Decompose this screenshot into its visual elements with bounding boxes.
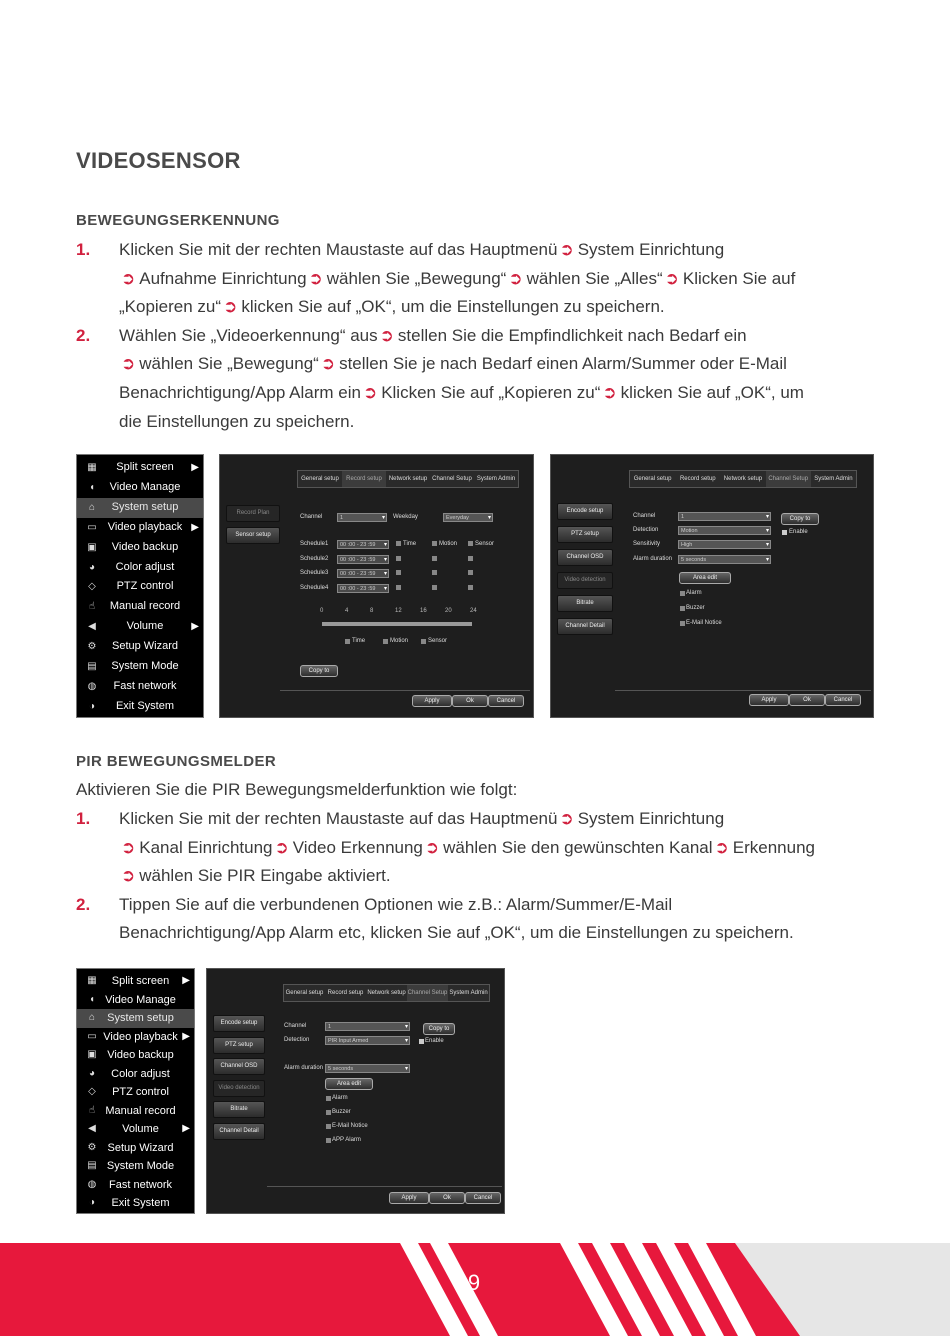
check-label: Motion	[439, 541, 458, 547]
hour-tick: 8	[370, 608, 374, 614]
schedule-checkbox	[432, 556, 437, 561]
step-text: wählen Sie „Alles“	[526, 268, 663, 288]
gears-icon: ⚙	[87, 641, 97, 653]
step-text: wählen Sie „Bewegung“	[326, 268, 507, 288]
schedule-checkbox	[468, 570, 473, 575]
menu-item-label: System Mode	[111, 660, 179, 672]
step-text: Benachrichtigung/App Alarm etc, klicken Sie auf „OK“, um die Einstellungen zu speichern.	[119, 923, 794, 943]
document-icon: ▤	[87, 1160, 97, 1171]
channel-value-select: 1 ▾	[678, 512, 771, 521]
channel-setup-panel	[550, 454, 874, 718]
menu-item-label: Video backup	[111, 540, 179, 553]
menu-item	[77, 1028, 194, 1047]
save-icon: ▣	[87, 541, 97, 553]
step-text: Video Erkennung	[292, 837, 423, 857]
side-menu-item: Channel Detail	[557, 618, 613, 635]
legend-label: Time	[352, 638, 366, 644]
step-line	[119, 240, 724, 260]
tab-bar	[629, 470, 857, 488]
menu-item-label: Fast network	[109, 1178, 172, 1191]
step-text: Wählen Sie „Videoerkennung“ aus	[119, 325, 378, 345]
side-menu-item: PTZ setup	[557, 526, 613, 543]
schedule-checkbox	[468, 585, 473, 590]
step-text: klicken Sie auf „OK“, um	[620, 383, 804, 402]
schedule-label: Schedule1	[300, 541, 329, 547]
arrow-icon: ➲	[121, 866, 136, 886]
menu-item	[77, 1139, 194, 1158]
record-setup-panel	[219, 454, 534, 718]
menu-item	[77, 458, 203, 478]
pir-channel-panel	[206, 968, 505, 1214]
menu-item-label: Setup Wizard	[107, 1141, 174, 1154]
menu-item	[77, 498, 203, 518]
step-text: wählen Sie den gewünschten Kanal	[443, 837, 713, 857]
schedule-checkbox	[432, 570, 437, 575]
timeline-bar	[322, 622, 472, 626]
option-checkbox	[326, 1110, 331, 1115]
menu-item	[77, 1009, 194, 1028]
menu-item	[77, 597, 203, 617]
step-text: System Einrichtung	[577, 809, 725, 828]
schedule-label: Schedule2	[300, 555, 329, 562]
detection-label: Detection	[284, 1037, 310, 1043]
palette-icon: ◕	[88, 1067, 96, 1079]
section-title: VIDEOSENSOR	[76, 148, 241, 173]
step-number: 1.	[76, 809, 91, 828]
hand-icon: ☝	[88, 601, 96, 613]
enable-checkbox	[782, 530, 787, 535]
menu-item	[77, 1194, 194, 1213]
arrow-icon: ➲	[308, 268, 323, 288]
option-checkbox	[680, 621, 685, 626]
step-text: stellen Sie die Empfindlichkeit nach Bedarf ein	[397, 325, 747, 345]
detection-value-select: Motion ▾	[678, 526, 771, 535]
step-line	[119, 923, 794, 943]
document-icon: ▤	[87, 661, 97, 672]
tab: Network setup	[723, 476, 763, 482]
menu-item-label: Video playback	[103, 1030, 178, 1043]
step-line	[119, 809, 724, 829]
menu-item-label: System setup	[107, 1012, 174, 1024]
apply-button: Apply	[412, 695, 452, 707]
speaker-icon: ◀	[88, 621, 96, 633]
step-text: Benachrichtigung/App Alarm ein	[119, 383, 361, 402]
enable-label: Enable	[789, 529, 808, 535]
menu-item-label: Volume	[122, 1123, 159, 1135]
step-text: System Einrichtung	[577, 240, 725, 259]
duration-value-select: 5 seconds ▾	[678, 555, 771, 564]
apply-button: Apply	[749, 694, 789, 706]
dvr-main-menu-2	[76, 968, 195, 1214]
menu-item	[77, 1083, 194, 1102]
side-menu-item: Video detection	[557, 572, 613, 589]
schedule-checkbox	[396, 541, 401, 546]
schedule-checkbox	[396, 556, 401, 561]
arrow-icon: ➲	[379, 325, 394, 345]
schedule-time: 00 :00 - 23 :59 ▾	[337, 555, 389, 564]
option-label: Alarm	[332, 1095, 348, 1101]
channel-select: 1 ▾	[337, 513, 387, 522]
menu-item-label: Manual record	[105, 1104, 176, 1117]
menu-item	[77, 637, 203, 657]
submenu-arrow-icon: ▶	[182, 1030, 190, 1042]
menu-item-label: Fast network	[113, 679, 177, 692]
step-text: Klicken Sie auf „Kopieren zu“	[381, 383, 601, 402]
side-sensor-setup: Sensor setup	[226, 527, 280, 544]
camera-icon: ◖	[88, 481, 96, 493]
menu-item-label: Split screen	[116, 461, 174, 473]
option-label: Alarm	[686, 590, 702, 596]
step-line	[119, 354, 787, 374]
arrow-icon: ➲	[274, 837, 289, 857]
menu-item	[77, 1157, 194, 1176]
arrow-icon: ➲	[559, 240, 574, 259]
arrow-icon: ➲	[223, 297, 238, 317]
divider	[280, 690, 530, 691]
arrow-icon: ➲	[508, 268, 523, 288]
ok-button: Ok	[452, 695, 488, 707]
tab: General setup	[285, 990, 324, 996]
tab: Network setup	[388, 476, 428, 482]
detection-label: Detection	[633, 527, 659, 533]
menu-item	[77, 558, 203, 578]
step-text: Klicken Sie auf	[682, 268, 796, 288]
side-record-plan: Record Plan	[226, 505, 280, 522]
grid-icon: ▦	[87, 975, 97, 986]
step-text: „Kopieren zu“	[119, 297, 222, 317]
tab: System Admin	[476, 476, 516, 482]
schedule-checkbox	[432, 541, 437, 546]
apply-button: Apply	[389, 1192, 429, 1204]
side-menu-item: Encode setup	[557, 503, 613, 520]
globe-icon: ◍	[87, 1178, 97, 1190]
menu-item	[77, 478, 203, 498]
menu-item-label: Volume	[126, 620, 164, 633]
tab: Channel Setup	[766, 471, 811, 487]
cancel-button: Cancel	[488, 695, 524, 707]
step-line	[119, 326, 747, 346]
step-text: Erkennung	[732, 837, 815, 857]
submenu-arrow-icon: ▶	[182, 1123, 190, 1134]
enable-checkbox	[419, 1039, 424, 1044]
legend-box	[383, 639, 388, 644]
gears-icon: ⚙	[87, 1141, 97, 1153]
sensitivity-value-select: High ▾	[678, 540, 771, 549]
arrow-icon: ➲	[602, 383, 617, 402]
side-menu-item: Video detection	[213, 1080, 265, 1097]
arrow-icon: ➲	[559, 809, 574, 828]
home-icon: ⌂	[88, 501, 96, 513]
arrow-icon: ➲	[664, 268, 679, 288]
step-line	[119, 383, 804, 403]
menu-item-label: System setup	[111, 500, 179, 513]
menu-item	[77, 1120, 194, 1139]
menu-item	[77, 677, 203, 697]
menu-item-label: PTZ control	[112, 1086, 169, 1098]
step-line	[119, 297, 665, 317]
copy-to-button: Copy to	[781, 513, 819, 525]
power-icon: ◑	[88, 700, 96, 712]
home-icon: ⌂	[88, 1012, 96, 1023]
option-checkbox	[326, 1138, 331, 1143]
submenu-arrow-icon: ▶	[182, 975, 190, 986]
channel-label: Channel	[284, 1023, 307, 1029]
step-text: stellen Sie je nach Bedarf einen Alarm/Summer oder E-Mail	[339, 354, 787, 374]
menu-item-label: Exit System	[115, 699, 175, 712]
menu-item-label: Split screen	[111, 975, 170, 987]
menu-item	[77, 577, 203, 597]
pir-heading: PIR BEWEGUNGSMELDER	[76, 753, 277, 770]
menu-item-label: Exit System	[111, 1197, 170, 1209]
schedule-time: 00 :00 - 23 :59 ▾	[337, 540, 389, 549]
step-text: Klicken Sie mit der rechten Maustaste auf das Hauptmenü	[119, 809, 558, 828]
menu-item	[77, 657, 203, 677]
side-menu-item: Channel OSD	[213, 1058, 265, 1075]
arrow-icon: ➲	[121, 354, 136, 374]
arrow-icon: ➲	[121, 837, 136, 857]
menu-item	[77, 518, 203, 538]
tab: System Admin	[449, 990, 488, 996]
tab: System Admin	[814, 476, 853, 482]
enable-label: Enable	[425, 1038, 444, 1044]
film-icon: ▭	[87, 521, 97, 533]
copy-to-button: Copy to	[300, 665, 338, 677]
option-checkbox	[680, 591, 685, 596]
check-label: Time	[403, 541, 417, 547]
tab: General setup	[633, 476, 672, 482]
legend-label: Motion	[390, 638, 409, 644]
menu-item	[77, 697, 203, 717]
tab-bar	[283, 984, 490, 1002]
side-menu-item: Bitrate	[213, 1101, 265, 1118]
menu-item-label: Video playback	[107, 520, 183, 533]
menu-item	[77, 1065, 194, 1084]
step-text: Kanal Einrichtung	[139, 837, 273, 857]
hour-tick: 12	[395, 608, 402, 614]
legend-box	[345, 639, 350, 644]
option-checkbox	[326, 1096, 331, 1101]
schedule-label: Schedule4	[300, 584, 329, 591]
legend-label: Sensor	[428, 638, 448, 644]
schedule-checkbox	[396, 570, 401, 575]
divider	[615, 690, 871, 691]
cancel-button: Cancel	[465, 1192, 501, 1204]
menu-item	[77, 972, 194, 991]
schedule-time: 00 :00 - 23 :59 ▾	[337, 569, 389, 578]
area-edit-button: Area edit	[679, 572, 731, 584]
step-text: die Einstellungen zu speichern.	[119, 411, 355, 431]
arrow-icon: ➲	[320, 354, 336, 374]
dvr-main-menu	[76, 454, 204, 718]
step-number: 2.	[76, 894, 91, 914]
arrow-icon: ➲	[714, 837, 729, 857]
menu-item-label: Color adjust	[115, 560, 175, 573]
schedule-checkbox	[468, 556, 473, 561]
schedule-time: 00 :00 - 23 :59 ▾	[337, 584, 389, 593]
ok-button: Ok	[789, 694, 825, 706]
side-menu-item: Channel OSD	[557, 549, 613, 566]
option-label: E-Mail Notice	[686, 620, 722, 626]
legend-box	[421, 639, 426, 644]
arrow-icon: ➲	[424, 837, 440, 857]
film-icon: ▭	[87, 1030, 97, 1042]
arrow-icon: ➲	[121, 268, 136, 288]
arrow-icon: ➲	[362, 383, 378, 402]
submenu-arrow-icon: ▶	[191, 462, 199, 473]
hour-tick: 24	[470, 608, 477, 614]
tab: Network setup	[367, 990, 406, 996]
menu-item-label: Video Manage	[109, 480, 181, 493]
copy-to-button: Copy to	[423, 1023, 455, 1035]
side-menu-item: Channel Detail	[213, 1123, 265, 1140]
submenu-arrow-icon: ▶	[191, 621, 199, 633]
ptz-icon: ◇	[88, 1086, 96, 1097]
cancel-button: Cancel	[825, 694, 861, 706]
grid-icon: ▦	[87, 462, 97, 473]
power-icon: ◑	[88, 1197, 96, 1208]
hour-tick: 16	[420, 608, 427, 614]
menu-item	[77, 538, 203, 558]
tab: Record setup	[342, 471, 386, 487]
motion-heading: BEWEGUNGSERKENNUNG	[76, 212, 280, 229]
option-checkbox	[326, 1124, 331, 1129]
menu-item	[77, 1102, 194, 1121]
globe-icon: ◍	[87, 680, 97, 692]
tab: Channel Setup	[432, 476, 472, 482]
menu-item-label: Video backup	[107, 1049, 174, 1061]
schedule-checkbox	[396, 585, 401, 590]
step-text: Klicken Sie mit der rechten Maustaste auf das Hauptmenü	[119, 240, 558, 259]
side-menu-item: Encode setup	[213, 1015, 265, 1032]
channel-label: Channel	[300, 514, 323, 520]
duration-select: 5 seconds ▾	[325, 1064, 410, 1073]
menu-item-label: PTZ control	[116, 580, 174, 593]
hour-tick: 0	[320, 608, 324, 614]
sensitivity-label: Sensitivity	[633, 541, 661, 547]
schedule-label: Schedule3	[300, 570, 329, 576]
tab-bar	[297, 470, 519, 488]
check-label: Sensor	[475, 541, 495, 547]
pir-intro: Aktivieren Sie die PIR Bewegungsmelderfunktion wie folgt:	[76, 780, 518, 799]
side-menu-item: PTZ setup	[213, 1037, 265, 1054]
option-label: APP Alarm	[332, 1137, 361, 1143]
step-text: wählen Sie „Bewegung“	[139, 354, 319, 374]
step-line	[119, 269, 795, 289]
menu-item-label: Video Manage	[105, 993, 176, 1006]
menu-item-label: Color adjust	[111, 1067, 170, 1080]
duration-label: Alarm duration	[633, 556, 673, 562]
channel-label: Channel	[633, 513, 656, 519]
step-text: Tippen Sie auf die verbundenen Optionen wie z.B.: Alarm/Summer/E-Mail	[119, 894, 673, 914]
schedule-checkbox	[468, 541, 473, 546]
menu-item-label: System Mode	[106, 1160, 175, 1172]
side-menu-item: Bitrate	[557, 595, 613, 612]
tab: Record setup	[679, 476, 716, 482]
weekday-select: Everyday ▾	[443, 513, 493, 522]
palette-icon: ◕	[88, 561, 96, 573]
submenu-arrow-icon: ▶	[191, 521, 199, 533]
ok-button: Ok	[429, 1192, 465, 1204]
camera-icon: ◖	[88, 993, 96, 1005]
step-line	[119, 838, 815, 858]
channel-select: 1 ▾	[325, 1022, 410, 1031]
step-line	[119, 895, 672, 915]
step-number: 2.	[76, 325, 91, 345]
option-label: Buzzer	[332, 1109, 351, 1115]
hour-tick: 20	[445, 608, 452, 614]
menu-item	[77, 1176, 194, 1195]
menu-item	[77, 1046, 194, 1065]
step-line	[119, 412, 354, 432]
page-number: 9	[467, 1270, 481, 1295]
speaker-icon: ◀	[88, 1123, 96, 1134]
option-label: E-Mail Notice	[332, 1123, 368, 1129]
divider	[267, 1186, 502, 1187]
menu-item-label: Setup Wizard	[111, 640, 179, 653]
menu-item-label: Manual record	[109, 600, 181, 613]
option-checkbox	[680, 606, 685, 611]
tab: General setup	[301, 476, 339, 482]
option-label: Buzzer	[686, 605, 705, 611]
weekday-label: Weekday	[393, 514, 418, 520]
ptz-icon: ◇	[88, 581, 96, 593]
step-line	[119, 866, 391, 886]
area-edit-button: Area edit	[325, 1078, 373, 1090]
step-text: klicken Sie auf „OK“, um die Einstellungen zu speichern.	[241, 297, 665, 317]
menu-item	[77, 617, 203, 637]
schedule-checkbox	[432, 585, 437, 590]
tab: Record setup	[327, 990, 364, 996]
duration-label: Alarm duration	[284, 1065, 324, 1071]
hand-icon: ☝	[88, 1104, 96, 1116]
step-text: wählen Sie PIR Eingabe aktiviert.	[139, 866, 391, 886]
step-number: 1.	[76, 240, 91, 259]
hour-tick: 4	[345, 608, 349, 614]
menu-item	[77, 991, 194, 1010]
save-icon: ▣	[87, 1049, 97, 1060]
detection-select: PIR Input Armed ▾	[325, 1036, 410, 1045]
tab: Channel Setup	[407, 985, 448, 1001]
step-text: Aufnahme Einrichtung	[139, 268, 307, 288]
